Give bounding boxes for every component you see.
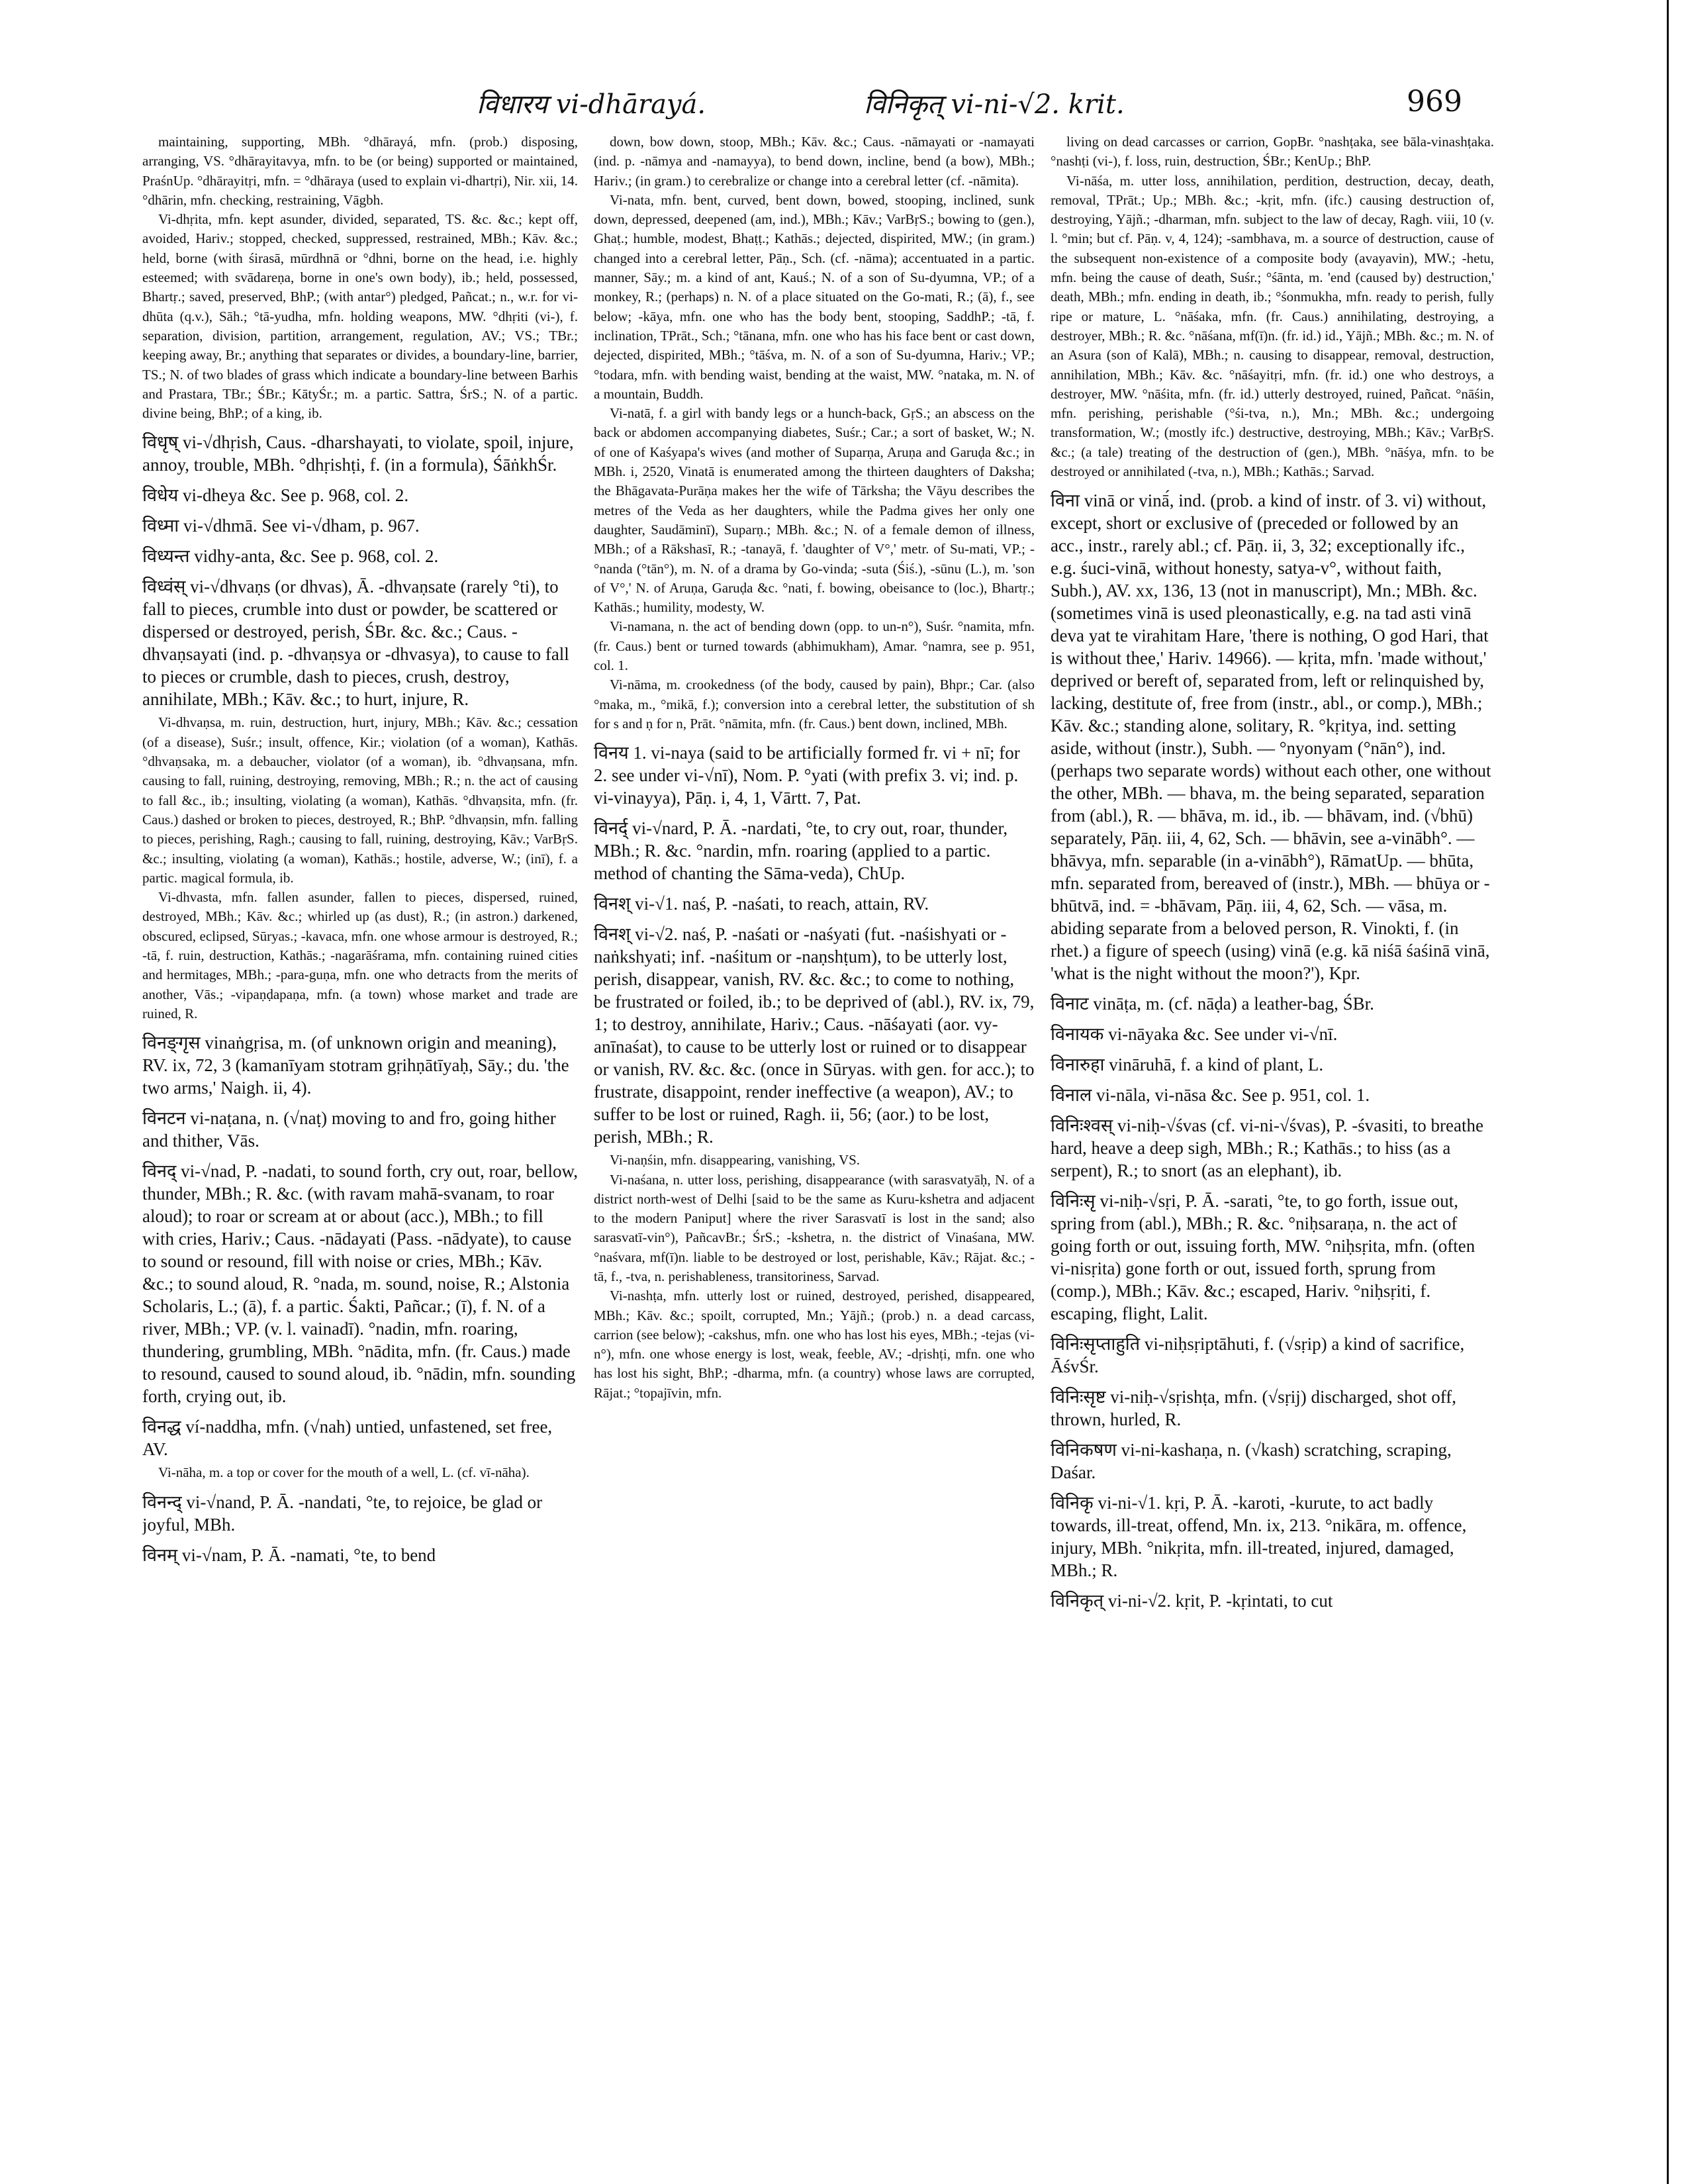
column-3 bbox=[1051, 132, 1494, 2171]
headword-entry: विनारुहा vināruhā, f. a kind of plant, L. bbox=[1051, 1055, 1324, 1075]
subentry: Vi-naśana, n. utter loss, perishing, disappearance (with sarasvatyāḥ, N. of a district north-west of Delhi [said to be the same as Kuru-kshetra and adjacent to the modern Paniput] where the river Sarasvatī is lost in the sand; also sarasvatī-vin°), PañcavBr.; ŚrS.; -kshetra, n. the district of Vinaśana, MW. °naśvara, mf(ī)n. liable to be destroyed or lost, perishable, Kāv.; Rājat. &c.; -tā, f., -tva, n. perishableness, transitoriness, Sarvad. bbox=[594, 1171, 1035, 1284]
subentry: maintaining, supporting, MBh. °dhārayá, mfn. (prob.) disposing, arranging, VS. °dhārayitavya, mfn. to be (or being) supported or maintained, PraśnUp. °dhārayitṛi, mfn. = °dhāraya (used to explain vi-dhartṛi), Nir. xii, 14. °dhārin, mfn. checking, restraining, Vāgbh. bbox=[142, 134, 578, 208]
subentry: Vi-nāśa, m. utter loss, annihilation, perdition, destruction, decay, death, removal, TPrāt.; Up.; MBh. &c.; -kṛit, mfn. (ifc.) causing destruction of, destroying, Yājñ.; -dharman, mfn. subject to the law of decay, Ragh. viii, 10 (v. l. °min; but cf. Pāṇ. v, 4, 124); -sambhava, m. a source of destruction, cause of the subsequent non-existence of a composite body (avayavin), MW.; -hetu, mfn. being the cause of death, Suśr.; °śānta, m. 'end (caused by) destruction,' death, MBh.; mfn. ending in death, ib.; °śonmukha, mfn. ready to perish, fully ripe or mature, L. °nāśaka, mfn. (fr. Caus.) annihilating, destroying, a destroyer, MBh.; R. &c. °nāśana, mf(ī)n. (fr. id.) id., Yājñ.; MBh. &c.; m. N. of an Asura (son of Kalā), MBh.; n. causing to disappear, removal, destruction, annihilation, MBh.; Kāv. &c. °nāśayitṛi, mfn. (fr. id.) one who destroys, a destroyer, MW. °nāśita, mfn. (fr. id.) utterly destroyed, ruined, Pañcat. °nāśin, mfn. perishing, perishable (°śi-tva, n.), Mn.; MBh. &c.; undergoing transformation, W.; (mostly ifc.) destructive, destroying, MBh.; Kāv.; VarBṛS. &c.; (a tale) treating of the destruction of (gen.), MBh. °nāśya, mfn. to be destroyed or annihilated (-tva, n.), MBh.; Kathās.; Sarvad. bbox=[1051, 172, 1494, 480]
headword-entry: विध्यन्त vidhy-anta, &c. See p. 968, col. 2. bbox=[142, 546, 439, 567]
subentry: Vi-nāma, m. crookedness (of the body, caused by pain), Bhpr.; Car. (also °maka, m., °mikā, f.); conversion into a cerebral letter, the substitution of sh for s and ṇ for n, Prāt. °nāmita, mfn. (fr. Caus.) bent down, inclined, MBh. bbox=[594, 677, 1035, 732]
subentry: down, bow down, stoop, MBh.; Kāv. &c.; Caus. -nāmayati or -namayati (ind. p. -nāmya and -namayya), to bend down, incline, bend (a bow), MBh.; Hariv.; (in gram.) to cerebralize or change into a cerebral letter (cf. -nāmita). bbox=[594, 134, 1035, 189]
headword-entry: विनाट vināṭa, m. (cf. nāḍa) a leather-bag, ŚBr. bbox=[1051, 994, 1374, 1014]
headword-entry: विनिःसृ vi-niḥ-√sṛi, P. Ā. -sarati, °te, to go forth, issue out, spring from (abl.), MBh.; R. &c. °niḥsaraṇa, n. the act of going forth or out, issuing forth, MW. °niḥsṛita, mfn. (often vi-nisṛita) gone forth or out, issued forth, sprung from (comp.), MBh.; Kāv. &c.; escaped, Hariv. °niḥsṛiti, f. escaping, flight, Lalit. bbox=[1051, 1191, 1475, 1324]
headword-entry: विनिकृत् vi-ni-√2. kṛit, P. -kṛintati, to cut bbox=[1051, 1591, 1333, 1611]
page-edge-rule bbox=[1667, 0, 1669, 2184]
subentry: Vi-namana, n. the act of bending down (opp. to un-n°), Suśr. °namita, mfn. (fr. Caus.) bent or turned towards (abhimukham), Amar. °namra, see p. 951, col. 1. bbox=[594, 618, 1035, 674]
headword-entry: विनर्द् vi-√nard, P. Ā. -nardati, °te, to cry out, roar, thunder, MBh.; R. &c. °nardin, mfn. roaring (applied to a partic. method of chanting the Sāma-veda), ChUp. bbox=[594, 818, 1008, 884]
subentry: Vi-dhvasta, mfn. fallen asunder, fallen to pieces, dispersed, ruined, destroyed, MBh.; Kāv. &c.; whirled up (as dust), R.; (in astron.) darkened, obscured, eclipsed, Sūryas.; -kavaca, mfn. one whose armour is destroyed, R.; -tā, f. ruin, destruction, Kathās.; -nagarāśrama, mfn. containing ruined cities and hermitages, MBh.; -para-guṇa, mfn. one who detracts from the merits of another, Vās.; -vipaṇḍapaṇa, mfn. (a town) whose market and trade are ruined, R. bbox=[142, 889, 578, 1021]
headword-entry: विनद् vi-√nad, P. -nadati, to sound forth, cry out, roar, bellow, thunder, MBh.; R. &c. (with ravam mahā-svanam, to roar aloud); to roar or scream at or about (acc.), MBh.; to fill with cries, Hariv.; Caus. -nādayati (Pass. -nādyate), to cause to sound or resound, fill with noise or cries, MBh.; Kāv. &c.; to sound aloud, R. °nada, m. sound, noise, R.; Alstonia Scholaris, L.; (ā), f. a partic. Śakti, Pañcar.; (ī), f. N. of a river, MBh.; VP. (v. l. vainadī). °nadin, mfn. roaring, thundering, grumbling, MBh. °nādita, mfn. (fr. Caus.) made to resound, caused to sound aloud, ib. °nādin, mfn. sounding forth, crying out, ib. bbox=[142, 1161, 578, 1407]
headword-entry: विनश् vi-√1. naś, P. -naśati, to reach, attain, RV. bbox=[594, 894, 929, 914]
headword-entry: विध्वंस् vi-√dhvaṇs (or dhvas), Ā. -dhvaṇsate (rarely °ti), to fall to pieces, crumble into dust or powder, be scattered or dispersed or destroyed, perish, ŚBr. &c. &c.; Caus. -dhvaṇsayati (ind. p. -dhvaṇsya or -dhvasya), to cause to fall to pieces or crumble, dash to pieces, crush, destroy, annihilate, MBh.; Kāv. &c.; to hurt, injure, R. bbox=[142, 577, 569, 710]
headword-entry: विनङ्गृस vinaṅgṛisa, m. (of unknown origin and meaning), RV. ix, 72, 3 (kamanīyam stotram gṛihṇātīyaḥ, Sāy.; du. 'the two arms,' Naigh. ii, 4). bbox=[142, 1033, 569, 1098]
subentry: Vi-nāha, m. a top or cover for the mouth of a well, L. (cf. vī-nāha). bbox=[158, 1464, 530, 1481]
headword-entry: विध्मा vi-√dhmā. See vi-√dham, p. 967. bbox=[142, 516, 420, 536]
left-guide-word: विधारय vi-dhārayá. bbox=[477, 89, 706, 120]
headword-entry: विनिकषण vi-ni-kashaṇa, n. (√kash) scratching, scraping, Daśar. bbox=[1051, 1440, 1452, 1483]
column-2 bbox=[594, 132, 1035, 2171]
headword-entry: विधेय vi-dheya &c. See p. 968, col. 2. bbox=[142, 485, 409, 506]
page-header bbox=[142, 85, 1612, 131]
headword-entry: विनायक vi-nāyaka &c. See under vi-√nī. bbox=[1051, 1024, 1338, 1045]
headword-entry: विनिकृ vi-ni-√1. kṛi, P. Ā. -karoti, -kurute, to act badly towards, ill-treat, offend, Mn. ix, 213. °nikāra, m. offence, injury, MBh. °nikṛita, mfn. ill-treated, injured, damaged, MBh.; R. bbox=[1051, 1493, 1467, 1581]
headword-entry: विनम् vi-√nam, P. Ā. -namati, °te, to bend bbox=[142, 1544, 436, 1565]
headword-entry: विनिःसृप्ताहुति vi-niḥsṛiptāhuti, f. (√sṛip) a kind of sacrifice, ĀśvŚr. bbox=[1051, 1334, 1465, 1377]
subentry: Vi-naṇśin, mfn. disappearing, vanishing, VS. bbox=[610, 1152, 861, 1168]
column-1 bbox=[142, 132, 578, 2171]
subentry: living on dead carcasses or carrion, GopBr. °nashṭaka, see bāla-vinashṭaka. °nashṭi (vi-), f. loss, ruin, destruction, ŚBr.; KenUp.; BhP. bbox=[1051, 134, 1494, 169]
headword-entry: विनटन vi-naṭana, n. (√naṭ) moving to and fro, going hither and thither, Vās. bbox=[142, 1108, 556, 1151]
headword-entry: विनश् vi-√2. naś, P. -naśati or -naśyati (fut. -naśishyati or -naṅkshyati; inf. -naśitum or -naṇshṭum), to be utterly lost, perish, disappear, vanish, RV. &c. &c.; to come to nothing, be frustrated or foiled, ib.; to be deprived of (abl.), RV. ix, 79, 1; to destroy, annihilate, Hariv.; Caus. -nāśayati (aor. vy-anīnaśat), to cause to be utterly lost or ruined or to disappear or vanish, RV. &c. &c. (once in Sūryas. with gen. for acc.); to frustrate, disappoint, render ineffective (a weapon), AV.; to suffer to be lost or ruined, Ragh. ii, 56; (aor.) to be lost, perish, MBh.; R. bbox=[594, 924, 1035, 1147]
headword-entry: विनिःसृष्ट vi-niḥ-√sṛishṭa, mfn. (√sṛij) discharged, shot off, thrown, hurled, R. bbox=[1051, 1387, 1457, 1430]
subentry: Vi-dhṛita, mfn. kept asunder, divided, separated, TS. &c. &c.; kept off, avoided, Hariv.; stopped, checked, suppressed, restrained, MBh.; Kāv. &c.; held, borne (with śirasā, mūrdhnā or °dhni, borne on the head, i.e. highly esteemed; with svādareṇa, borne in one's own body), ib.; held, possessed, Bhartṛ.; saved, preserved, BhP.; (with antar°) pledged, Pañcat.; n., w.r. for vi-dhūta (q.v.), Sāh.; °tā-yudha, mfn. holding weapons, MW. °dhṛiti (vi-), f. separation, division, partition, arrangement, regulation, AV.; VS.; TBr.; keeping away, Br.; anything that separates or divides, a boundary-line, barrier, TS.; N. of two blades of grass which indicate a boundary-line between Barhis and Prastara, TBr.; ŚBr.; KātyŚr.; m. a partic. Sattra, ŚrS.; N. of a partic. divine being, BhP.; of a king, ib. bbox=[142, 211, 578, 422]
headword-entry: विनाल vi-nāla, vi-nāsa &c. See p. 951, col. 1. bbox=[1051, 1085, 1370, 1106]
headword-entry: विनय 1. vi-naya (said to be artificially formed fr. vi + nī; for 2. see under vi-√nī), Nom. P. °yati (with prefix 3. vi; ind. p. vi-vinayya), Pāṇ. i, 4, 1, Vārtt. 7, Pat. bbox=[594, 743, 1020, 808]
subentry: Vi-natā, f. a girl with bandy legs or a hunch-back, GṛS.; an abscess on the back or abdomen accompanying diabetes, Suśr.; Car.; a sort of basket, W.; N. of one of Kaśyapa's wives (and mother of Suparṇa, Aruṇa and Garuḍa &c.; in MBh. i, 2520, Vinatā is enumerated among the thirteen daughters of Daksha; the Bhāgavata-Purāṇa makes her the wife of Tārksha; the Vāyu describes the metres of the Veda as her daughters, while the Padma gives her only one daughter, Saudāminī), Suparṇ.; MBh. &c.; N. of a female demon of illness, MBh.; of a Rākshasī, R.; -tanayā, f. 'daughter of V°,' metr. of Su-mati, VP.; -°nanda (°tān°), m. N. of a drama by Go-vinda; -suta (Śiś.), -sūnu (L.), m. 'son of V°,' N. of Aruṇa, Garuḍa &c. °nati, f. bowing, obeisance to (loc.), Bhartṛ.; Kathās.; humility, modesty, W. bbox=[594, 405, 1035, 616]
subentry: Vi-nashṭa, mfn. utterly lost or ruined, destroyed, perished, disappeared, MBh.; Kāv. &c.; spoilt, corrupted, Mn.; Yājñ.; (prob.) n. a dead carcass, carrion (see below); -cakshus, mfn. one who has lost his eyes, MBh.; -tejas (vi-n°), mfn. one whose energy is lost, weak, feeble, AV.; -dṛishṭi, mfn. one who has lost his sight, BhP.; -dharma, mfn. (a country) whose laws are corrupted, Rājat.; °topajīvin, mfn. bbox=[594, 1288, 1035, 1401]
headword-entry: विनिःश्वस् vi-niḥ-√śvas (cf. vi-ni-√śvas), P. -śvasiti, to breathe hard, heave a deep sigh, MBh.; R.; Kathās.; to hiss (as a serpent), R.; to snort (as an elephant), ib. bbox=[1051, 1116, 1483, 1181]
page-number: 969 bbox=[1407, 85, 1462, 119]
right-guide-word: विनिकृत् vi-ni-√2. krit. bbox=[864, 89, 1125, 120]
headword-entry: विनन्द् vi-√nand, P. Ā. -nandati, °te, to rejoice, be glad or joyful, MBh. bbox=[142, 1492, 543, 1535]
subentry: Vi-nata, mfn. bent, curved, bent down, bowed, stooping, inclined, sunk down, depressed, deepened (am, ind.), MBh.; Kāv.; VarBṛS.; bowing to (gen.), Ghaṭ.; humble, modest, Bhaṭṭ.; Kathās.; dejected, dispirited, MW.; (in gram.) changed into a cerebral letter, Pāṇ., Sch. (cf. -nāma); accentuated in a partic. manner, Sāy.; m. a kind of ant, Kauś.; N. of a son of Su-dyumna, VP.; of a monkey, R.; (perhaps) n. N. of a place situated on the Go-mati, R.; (ā), f., see below; -kāya, mfn. one who has the body bent, stooping, SaddhP.; -tā, f. inclination, TPrāt., Sch.; °tānana, mfn. one who has his face bent or cast down, dejected, dispirited, MBh.; °tāśva, m. N. of a son of Su-dyumna, Hariv.; VP.; °todara, mfn. with bending waist, bending at the waist, MW. °nataka, m. N. of a mountain, Buddh. bbox=[594, 191, 1035, 402]
headword-entry: विनद्ध ví-naddha, mfn. (√nah) untied, unfastened, set free, AV. bbox=[142, 1417, 553, 1460]
subentry: Vi-dhvaṇsa, m. ruin, destruction, hurt, injury, MBh.; Kāv. &c.; cessation (of a disease), Suśr.; insult, offence, Kir.; violation (of a woman), Kathās. °dhvaṇsaka, m. a debaucher, violator (of a woman), ib. °dhvaṇsana, mfn. causing to fall, ruining, destroying, removing, MBh.; R.; n. the act of causing to fall &c., ib.; insulting, violating (a woman), Kathās. °dhvaṇsita, mfn. (fr. Caus.) dashed or broken to pieces, destroyed, R.; BhP. °dhvaṇsin, mfn. falling to pieces, perishing, Ragh.; causing to fall, ruining, destroying, Kāv.; VarBṛS. &c.; insulting, violating (a woman), Kathās.; hostile, adverse, W.; (inī), f. a partic. magical formula, ib. bbox=[142, 714, 578, 886]
headword-entry: विधृष् vi-√dhṛish, Caus. -dharshayati, to violate, spoil, injure, annoy, trouble, MBh. °dhṛishṭi, f. (in a formula), ŚāṅkhŚr. bbox=[142, 432, 574, 475]
headword-entry: विना vinā or vinā́, ind. (prob. a kind of instr. of 3. vi) without, except, short or exclusive of (preceded or followed by an acc., instr., rarely abl.; cf. Pāṇ. ii, 3, 32; exceptionally ifc., e.g. śuci-vinā, without honesty, satya-v°, without faith, Subh.), AV. xx, 136, 13 (not in manuscript), Mn.; MBh. &c. (sometimes vinā is used pleonastically, e.g. na tad asti vinā deva yat te virahitam Hare, 'there is nothing, O god Hari, that is without thee,' Hariv. 14966). — kṛita, mfn. 'made without,' deprived or bereft of, separated from, left or relinquished by, lacking, destitute of, free from (instr., abl., or comp.), MBh.; Kāv. &c.; standing alone, solitary, R. °kṛitya, ind. setting aside, without (instr.), Subh. — °nyonyam (°nān°), ind. (perhaps two separate words) without each other, one without the other, MBh. — bhava, m. the being separated, separation from (abl.), R. — bhāva, m. id., ib. — bhāvam, ind. (√bhū) separately, Pāṇ. iii, 4, 62, Sch. — bhāvin, see a-vinābh°. — bhāvya, mfn. separable (in a-vinābh°), RāmatUp. — bhūta, mfn. separated from, bereaved of (instr.), MBh. — bhūya or -bhūtvā, ind. = -bhāvam, Pāṇ. iii, 4, 62, Sch. — vāsa, m. abiding separate from a beloved person, R. Vinokti, f. (in rhet.) a figure of speech (using) vinā (e.g. kā niśā śaśinā vinā, 'what is the night without the moon?'), Kpr. bbox=[1051, 491, 1491, 984]
